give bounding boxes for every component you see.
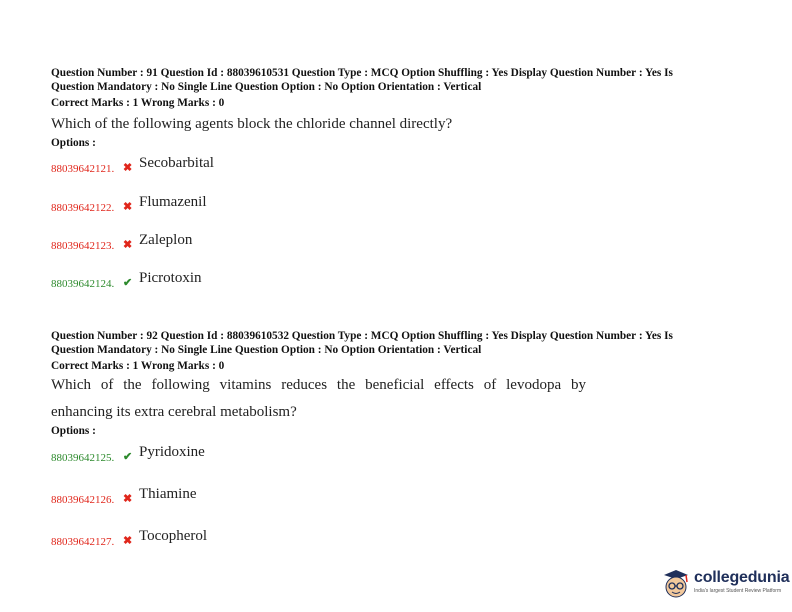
cross-icon: ✖	[123, 535, 133, 547]
option-id: 88039642123.	[51, 240, 115, 252]
option-text: Secobarbital	[139, 155, 214, 171]
question-92-text-line-2: enhancing its extra cerebral metabolism?	[51, 404, 297, 420]
option-text: Thiamine	[139, 486, 197, 502]
collegedunia-logo	[660, 566, 790, 602]
question-92-text-line-1: Which of the following vitamins reduces the beneficial effects of levodopa by	[51, 377, 586, 393]
question-92-meta	[51, 330, 741, 357]
option-id: 88039642122.	[51, 202, 115, 214]
brand-tagline: India's largest Student Review Platform	[694, 588, 782, 594]
option-id: 88039642126.	[51, 494, 115, 506]
check-icon: ✔	[123, 451, 133, 463]
meta-line-2: Question Mandatory : No Single Line Question Option : No Option Orientation : Vertical	[51, 80, 482, 93]
cross-icon: ✖	[123, 239, 133, 251]
cross-icon: ✖	[123, 201, 133, 213]
question-92-options-label: Options :	[51, 425, 96, 437]
option-id: 88039642121.	[51, 163, 115, 175]
meta-line-1: Question Number : 92 Question Id : 88039610532 Question Type : MCQ Option Shuffling : Yes Display Question Number : Yes Is	[51, 330, 673, 342]
option-text: Pyridoxine	[139, 444, 205, 460]
question-92-marks: Correct Marks : 1 Wrong Marks : 0	[51, 360, 225, 372]
mascot-icon	[660, 567, 692, 601]
question-91-options-label: Options :	[51, 137, 96, 149]
cross-icon: ✖	[123, 162, 133, 174]
option-id: 88039642127.	[51, 536, 115, 548]
question-91-marks: Correct Marks : 1 Wrong Marks : 0	[51, 97, 225, 109]
option-id: 88039642125.	[51, 452, 115, 464]
question-91-text: Which of the following agents block the chloride channel directly?	[51, 116, 453, 132]
brand-name: collegedunia	[694, 569, 790, 586]
option-text: Zaleplon	[139, 232, 193, 248]
option-text: Picrotoxin	[139, 270, 202, 286]
question-91-meta	[51, 67, 741, 94]
meta-line-1: Question Number : 91 Question Id : 88039610531 Question Type : MCQ Option Shuffling : Yes Display Question Number : Yes Is	[51, 67, 673, 79]
option-id: 88039642124.	[51, 278, 115, 290]
option-text: Tocopherol	[139, 528, 208, 544]
meta-line-2: Question Mandatory : No Single Line Question Option : No Option Orientation : Vertical	[51, 343, 482, 356]
cross-icon: ✖	[123, 493, 133, 505]
option-text: Flumazenil	[139, 194, 207, 210]
check-icon: ✔	[123, 277, 133, 289]
